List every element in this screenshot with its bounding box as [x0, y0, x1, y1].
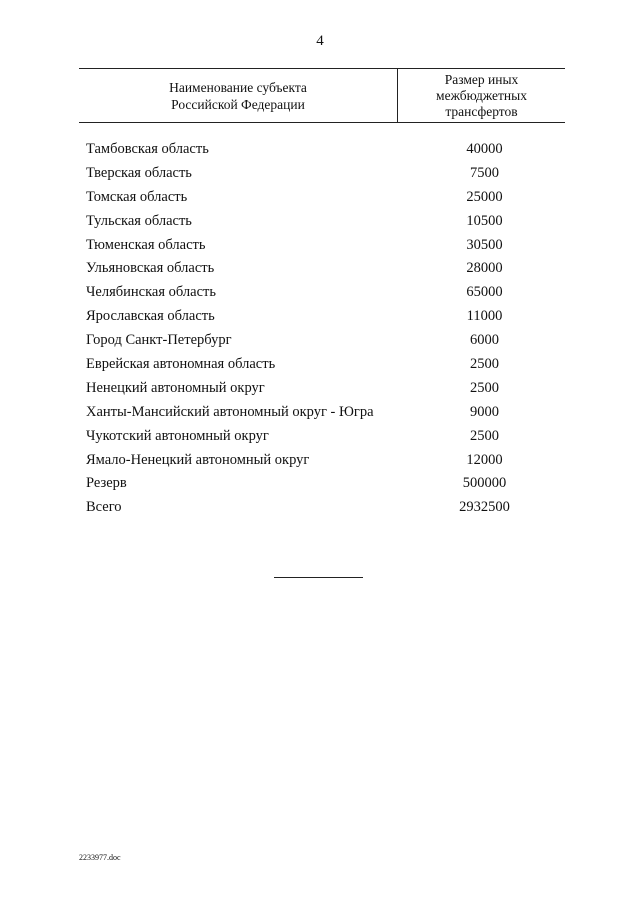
row-amount: 65000: [466, 284, 503, 301]
header-subject-line-2: Российской Федерации: [171, 96, 305, 112]
row-subject-name: Ульяновская область: [86, 260, 215, 277]
row-subject-name: Тверская область: [86, 164, 192, 181]
header-subject-column: [79, 69, 397, 122]
row-subject-name: Ярославская область: [86, 308, 215, 325]
row-subject-name: Город Санкт-Петербург: [86, 332, 232, 349]
row-amount: 12000: [466, 451, 503, 468]
row-subject-name: Тамбовская область: [86, 141, 209, 157]
table-header: [79, 68, 565, 123]
table-row: [86, 162, 566, 186]
table-row: [86, 186, 566, 210]
row-subject-name: Тульская область: [86, 212, 192, 229]
header-amount-line-1: Размер иных: [444, 71, 519, 87]
table-row: [86, 210, 566, 234]
header-amount-line-3: трансфертов: [445, 103, 518, 119]
table-row: [86, 257, 566, 281]
row-amount: 28000: [466, 260, 503, 277]
row-subject-name: Тюменская область: [86, 236, 206, 253]
table-row: [86, 425, 566, 449]
table-row: [86, 449, 566, 473]
row-amount: 9000: [470, 403, 499, 420]
table-row: [86, 377, 566, 401]
table-row: [86, 138, 566, 162]
page-number: 4: [316, 33, 324, 49]
row-amount: 2932500: [459, 499, 510, 516]
header-subject-line-1: Наименование субъекта: [169, 79, 307, 95]
row-subject-name: Всего: [86, 499, 122, 516]
row-amount: 6000: [470, 332, 499, 349]
table-row: [86, 353, 566, 377]
end-of-table-rule: [274, 577, 363, 578]
table-row: [86, 401, 566, 425]
row-amount: 40000: [466, 141, 503, 157]
header-amount-column: [398, 69, 565, 122]
row-amount: 500000: [462, 475, 507, 492]
table-row: [86, 329, 566, 353]
document-filename: 2233977.doc: [79, 853, 121, 862]
row-subject-name: Еврейская автономная область: [86, 356, 276, 373]
row-amount: 2500: [470, 427, 499, 444]
row-amount: 7500: [470, 164, 499, 181]
row-amount: 25000: [466, 188, 503, 205]
row-amount: 30500: [466, 236, 503, 253]
row-subject-name: Томская область: [86, 188, 188, 205]
table-row: [86, 305, 566, 329]
row-subject-name: Чукотский автономный округ: [86, 427, 269, 444]
header-amount-line-2: межбюджетных: [436, 87, 527, 103]
row-subject-name: Ханты-Мансийский автономный округ - Югра: [86, 403, 374, 420]
row-amount: 10500: [466, 212, 503, 229]
row-subject-name: Ямало-Ненецкий автономный округ: [86, 451, 310, 468]
row-amount: 2500: [470, 356, 499, 373]
table-row-total: [86, 496, 566, 520]
row-subject-name: Челябинская область: [86, 284, 216, 301]
row-subject-name: Резерв: [86, 475, 127, 492]
row-amount: 11000: [466, 308, 503, 325]
table-body: [86, 138, 566, 520]
table-row: [86, 281, 566, 305]
table-row: [86, 472, 566, 496]
table-row: [86, 234, 566, 258]
row-subject-name: Ненецкий автономный округ: [86, 379, 265, 396]
row-amount: 2500: [470, 379, 499, 396]
